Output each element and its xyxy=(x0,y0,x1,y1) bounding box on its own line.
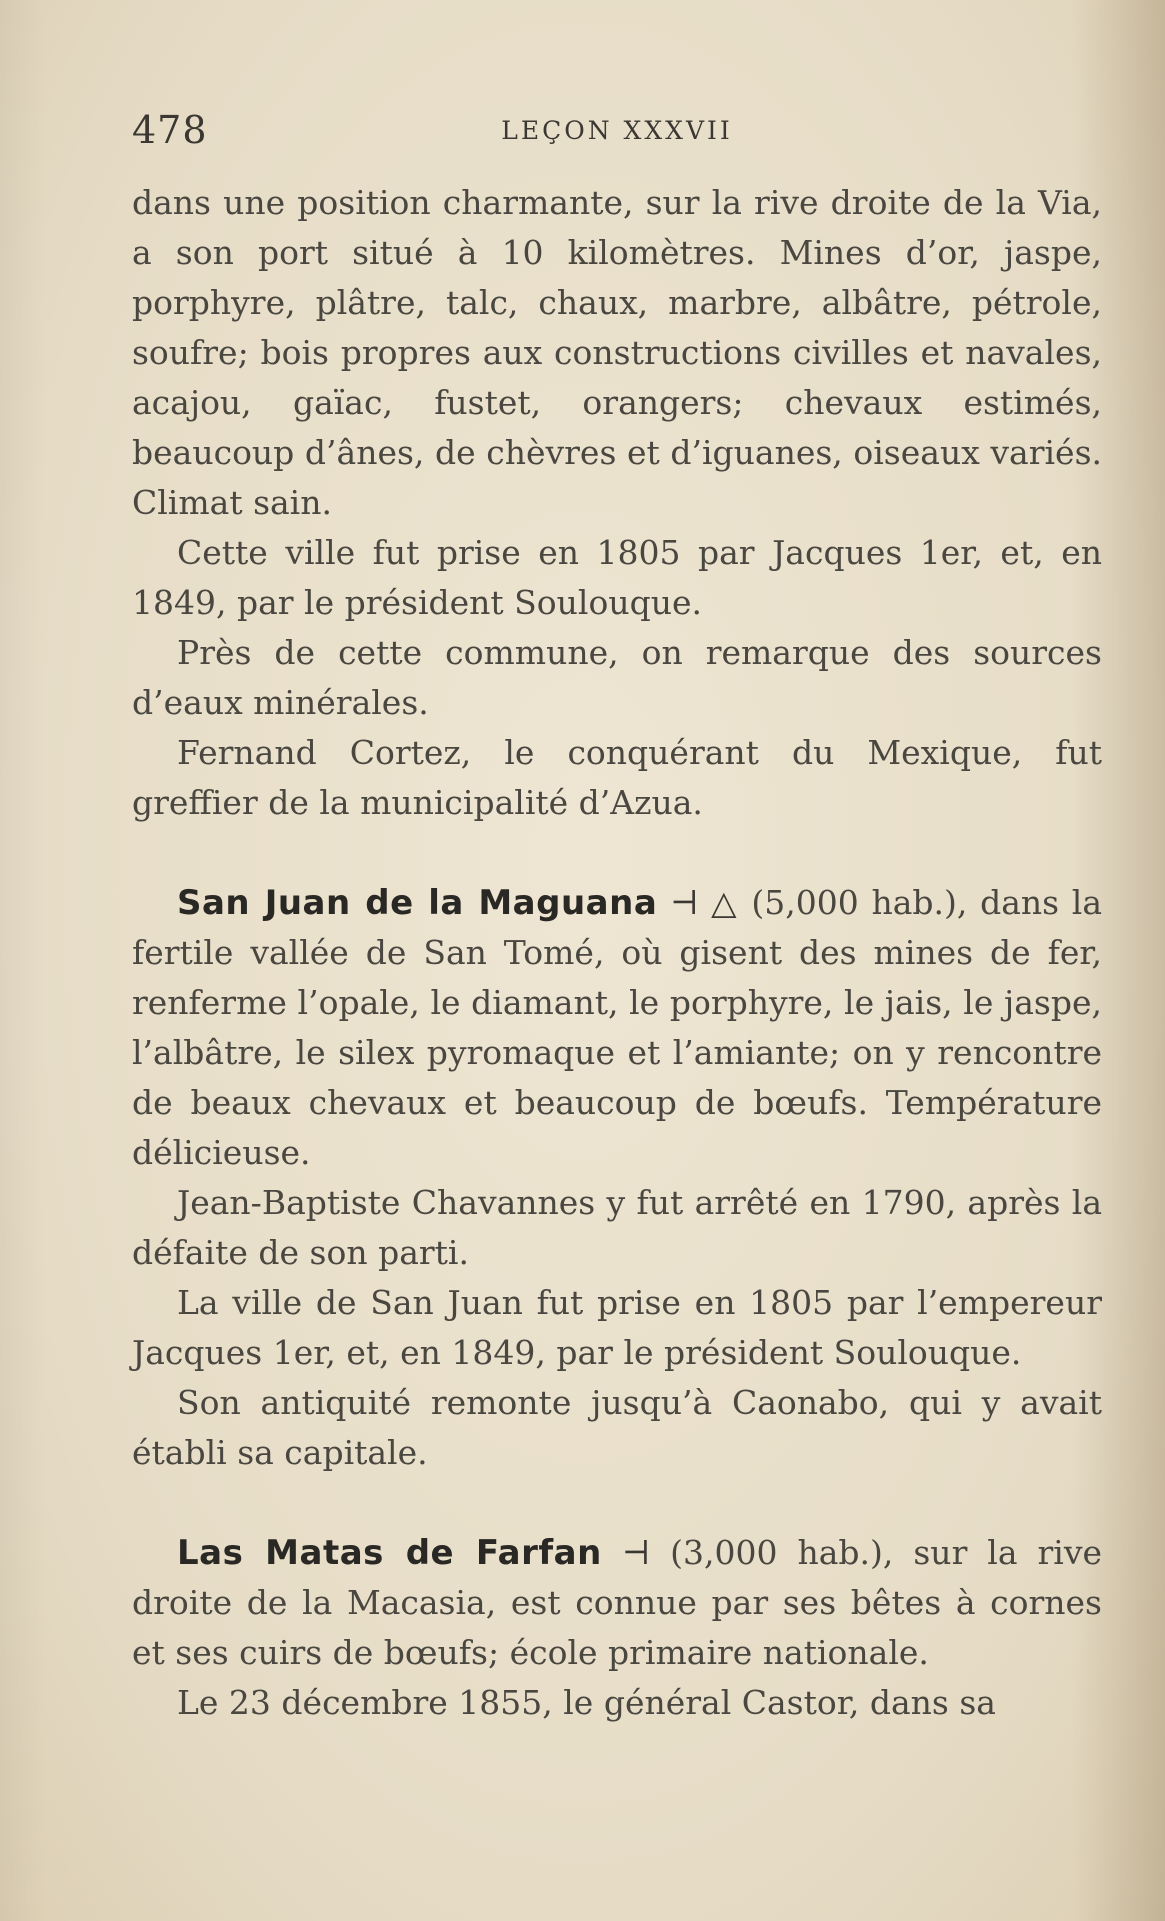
page-header xyxy=(132,108,1102,158)
paragraph-azua-capture: Cette ville fut prise en 1805 par Jacques 1er, et, en 1849, par le président Soulouque. xyxy=(132,533,1102,622)
entry-title-san-juan: San Juan de la Maguana xyxy=(177,883,658,923)
paragraph-las-matas-description: sur la rive droite de la Macasia, est connue par ses bêtes à cornes et ses cuirs de bœufs; école primaire nationale. xyxy=(132,1533,1103,1672)
paragraph-azua-cortez: Fernand Cortez, le conquérant du Mexique, fut greffier de la municipalité d’Azua. xyxy=(132,733,1102,822)
page-number: 478 xyxy=(132,108,208,152)
population-san-juan: (5,000 hab.), xyxy=(751,883,968,922)
paragraph-san-juan-capture: La ville de San Juan fut prise en 1805 par l’empereur Jacques 1er, et, en 1849, par le président Soulouque. xyxy=(132,1283,1102,1372)
paragraph-san-juan-description: dans la fertile vallée de San Tomé, où gisent des mines de fer, renferme l’opale, le diamant, le porphyre, le jais, le jaspe, l’albâtre, le silex pyromaque et l’amiante; on y rencontre de beaux chevaux et beaucoup de bœufs. Température délicieuse. xyxy=(132,883,1102,1172)
paragraph-azua-springs: Près de cette commune, on remarque des sources d’eaux minérales. xyxy=(132,633,1102,722)
paragraph-las-matas-castor: Le 23 décembre 1855, le général Castor, dans sa xyxy=(177,1683,996,1722)
entry-san-juan xyxy=(132,878,1102,1178)
paragraph-azua-continuation: dans une position charmante, sur la rive droite de la Via, a son port situé à 10 kilomètres. Mines d’or, jaspe, porphyre, plâtre, talc, chaux, marbre, albâtre, pétrole, soufre; bois propres aux constructions civilles et navales, acajou, gaïac, fustet, orangers; chevaux estimés, beaucoup d’ânes, de chèvres et d’iguanes, oiseaux variés. Climat sain. xyxy=(132,183,1102,522)
paragraph-san-juan-chavannes: Jean-Baptiste Chavannes y fut arrêté en 1790, après la défaite de son parti. xyxy=(132,1183,1102,1272)
map-symbols-san-juan: ⊣ △ xyxy=(669,883,739,922)
paragraph-san-juan-antiquity: Son antiquité remonte jusqu’à Caonabo, qui y avait établi sa capitale. xyxy=(132,1383,1102,1472)
population-las-matas: (3,000 hab.), xyxy=(670,1533,894,1572)
body-text xyxy=(132,178,1102,1728)
entry-title-las-matas: Las Matas de Farfan xyxy=(177,1533,602,1573)
map-symbols-las-matas: ⊣ xyxy=(621,1533,651,1572)
entry-las-matas xyxy=(132,1528,1102,1678)
running-head: LEÇON XXXVII xyxy=(501,116,733,145)
